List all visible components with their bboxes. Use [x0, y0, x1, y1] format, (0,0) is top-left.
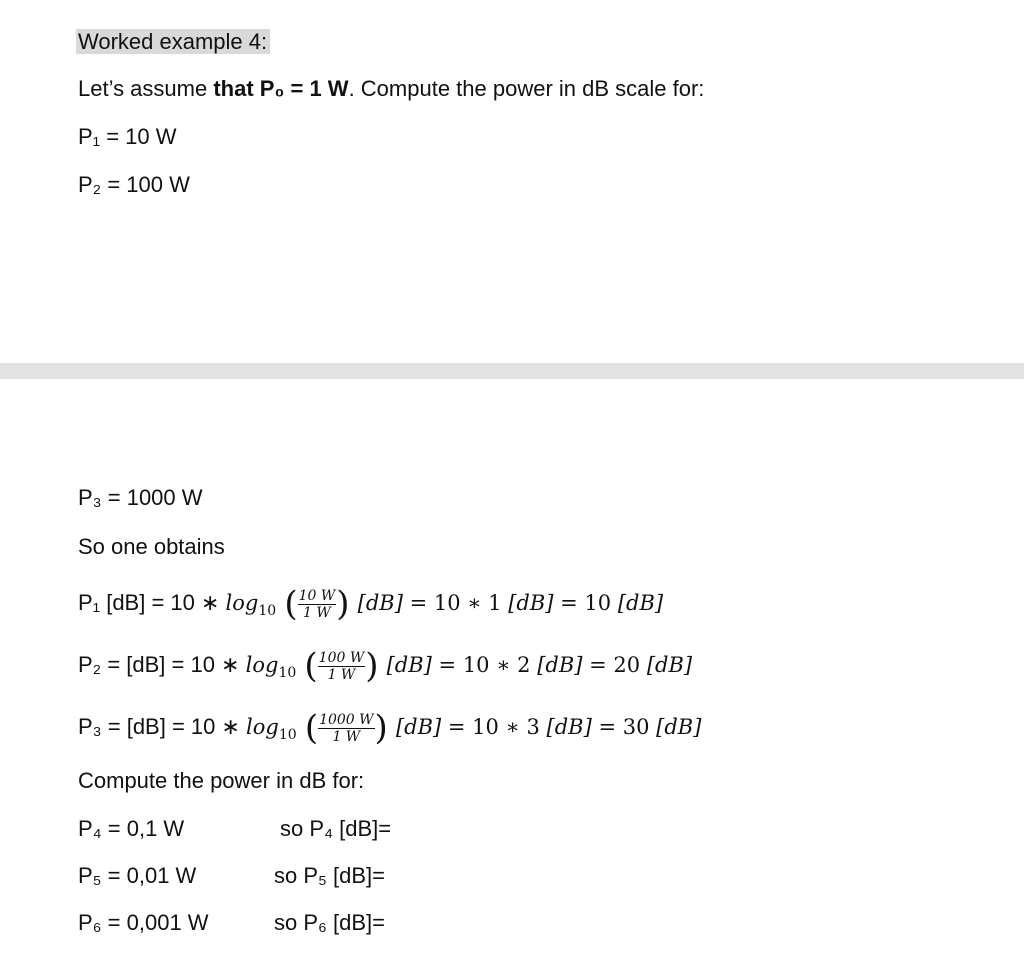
heading [78, 28, 270, 56]
equation-1 [78, 584, 664, 625]
exercise-ask: so P₆ [dB]= [274, 910, 385, 935]
intro-suffix: . Compute the power in dB scale for: [348, 76, 705, 101]
eq1-rhs: [dB] = 10 ∗ 1 [dB] = 10 [dB] [357, 590, 664, 615]
exercise-p6 [78, 909, 385, 937]
eq2-fraction: ( $\frac{100 W}{1 W}$ ) [304, 646, 379, 686]
obtains-text: So one obtains [78, 534, 225, 559]
document-page-1 [0, 0, 1024, 363]
page-break [0, 363, 1024, 379]
exercise-given: P₄ = 0,1 W [78, 816, 185, 841]
exercise-ask: so P₅ [dB]= [274, 863, 385, 888]
exercise-given: P₅ = 0,01 W [78, 863, 197, 888]
eq3-log: $\log_{10}$ [246, 714, 297, 743]
given-p1: P₁ = 10 W [78, 124, 177, 149]
eq1-fraction: ( $\frac{10 W}{1 W}$ ) [284, 584, 350, 624]
eq2-label: P₂ = [dB] = 10 ∗ [78, 651, 246, 677]
eq3-fraction: ( $\frac{1000 W}{1 W}$ ) [304, 708, 388, 748]
eq1-label: P₁ [dB] = 10 ∗ [78, 589, 226, 615]
given-p2: P₂ = 100 W [78, 172, 190, 197]
eq3-rhs: [dB] = 10 ∗ 3 [dB] = 30 [dB] [395, 714, 702, 739]
intro-line [78, 75, 704, 103]
equation-3 [78, 708, 702, 749]
exercise-ask: so P₄ [dB]= [280, 816, 392, 841]
intro-prefix: Let’s assume [78, 76, 214, 101]
eq3-label: P₃ = [dB] = 10 ∗ [78, 713, 247, 739]
equation-2 [78, 646, 693, 687]
eq2-log: $\log_{10}$ [245, 652, 297, 681]
given-p3: P₃ = 1000 W [78, 485, 203, 510]
compute-prompt: Compute the power in dB for: [78, 768, 365, 793]
exercise-given: P₆ = 0,001 W [78, 910, 209, 935]
intro-bold: that P₀ = 1 W [213, 76, 349, 101]
exercise-p5 [78, 862, 385, 890]
eq1-log: $\log_{10}$ [225, 590, 277, 619]
heading-text: Worked example 4: [76, 29, 270, 54]
eq2-rhs: [dB] = 10 ∗ 2 [dB] = 20 [dB] [386, 652, 693, 677]
exercise-p4 [78, 815, 392, 843]
document-page-2 [0, 379, 1024, 972]
